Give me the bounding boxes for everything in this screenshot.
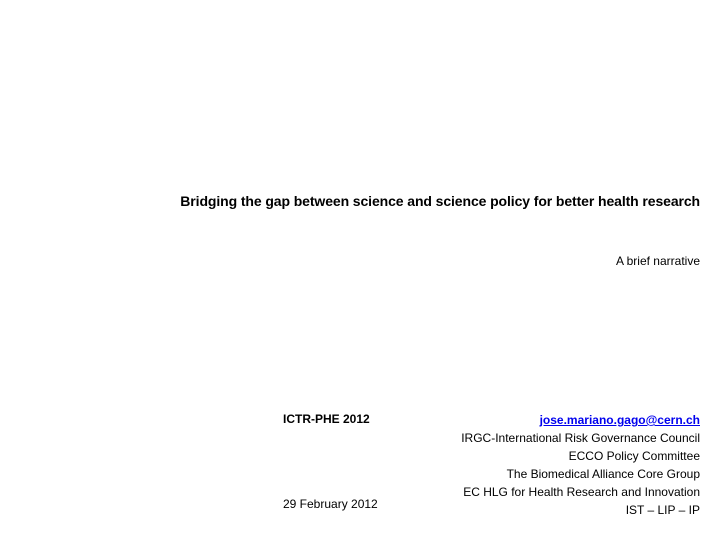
affiliation-irgc: IRGC-International Risk Governance Council: [461, 431, 700, 445]
affiliation-ist-lip-ip: IST – LIP – IP: [625, 503, 700, 517]
event-info: [283, 411, 378, 513]
affiliation-ec-hlg: EC HLG for Health Research and Innovation: [463, 485, 700, 499]
affiliation-biomedical-alliance: The Biomedical Alliance Core Group: [506, 467, 700, 481]
event-date: 29 February 2012: [283, 497, 378, 511]
slide-subtitle: A brief narrative: [615, 254, 700, 268]
event-name: ICTR-PHE 2012: [283, 412, 370, 426]
contact-email-link[interactable]: jose.mariano.gago@cern.ch: [539, 413, 700, 427]
contact-info: [461, 411, 700, 519]
slide-title: Bridging the gap between science and science policy for better health research: [180, 193, 700, 209]
affiliation-ecco: ECCO Policy Committee: [568, 449, 700, 463]
